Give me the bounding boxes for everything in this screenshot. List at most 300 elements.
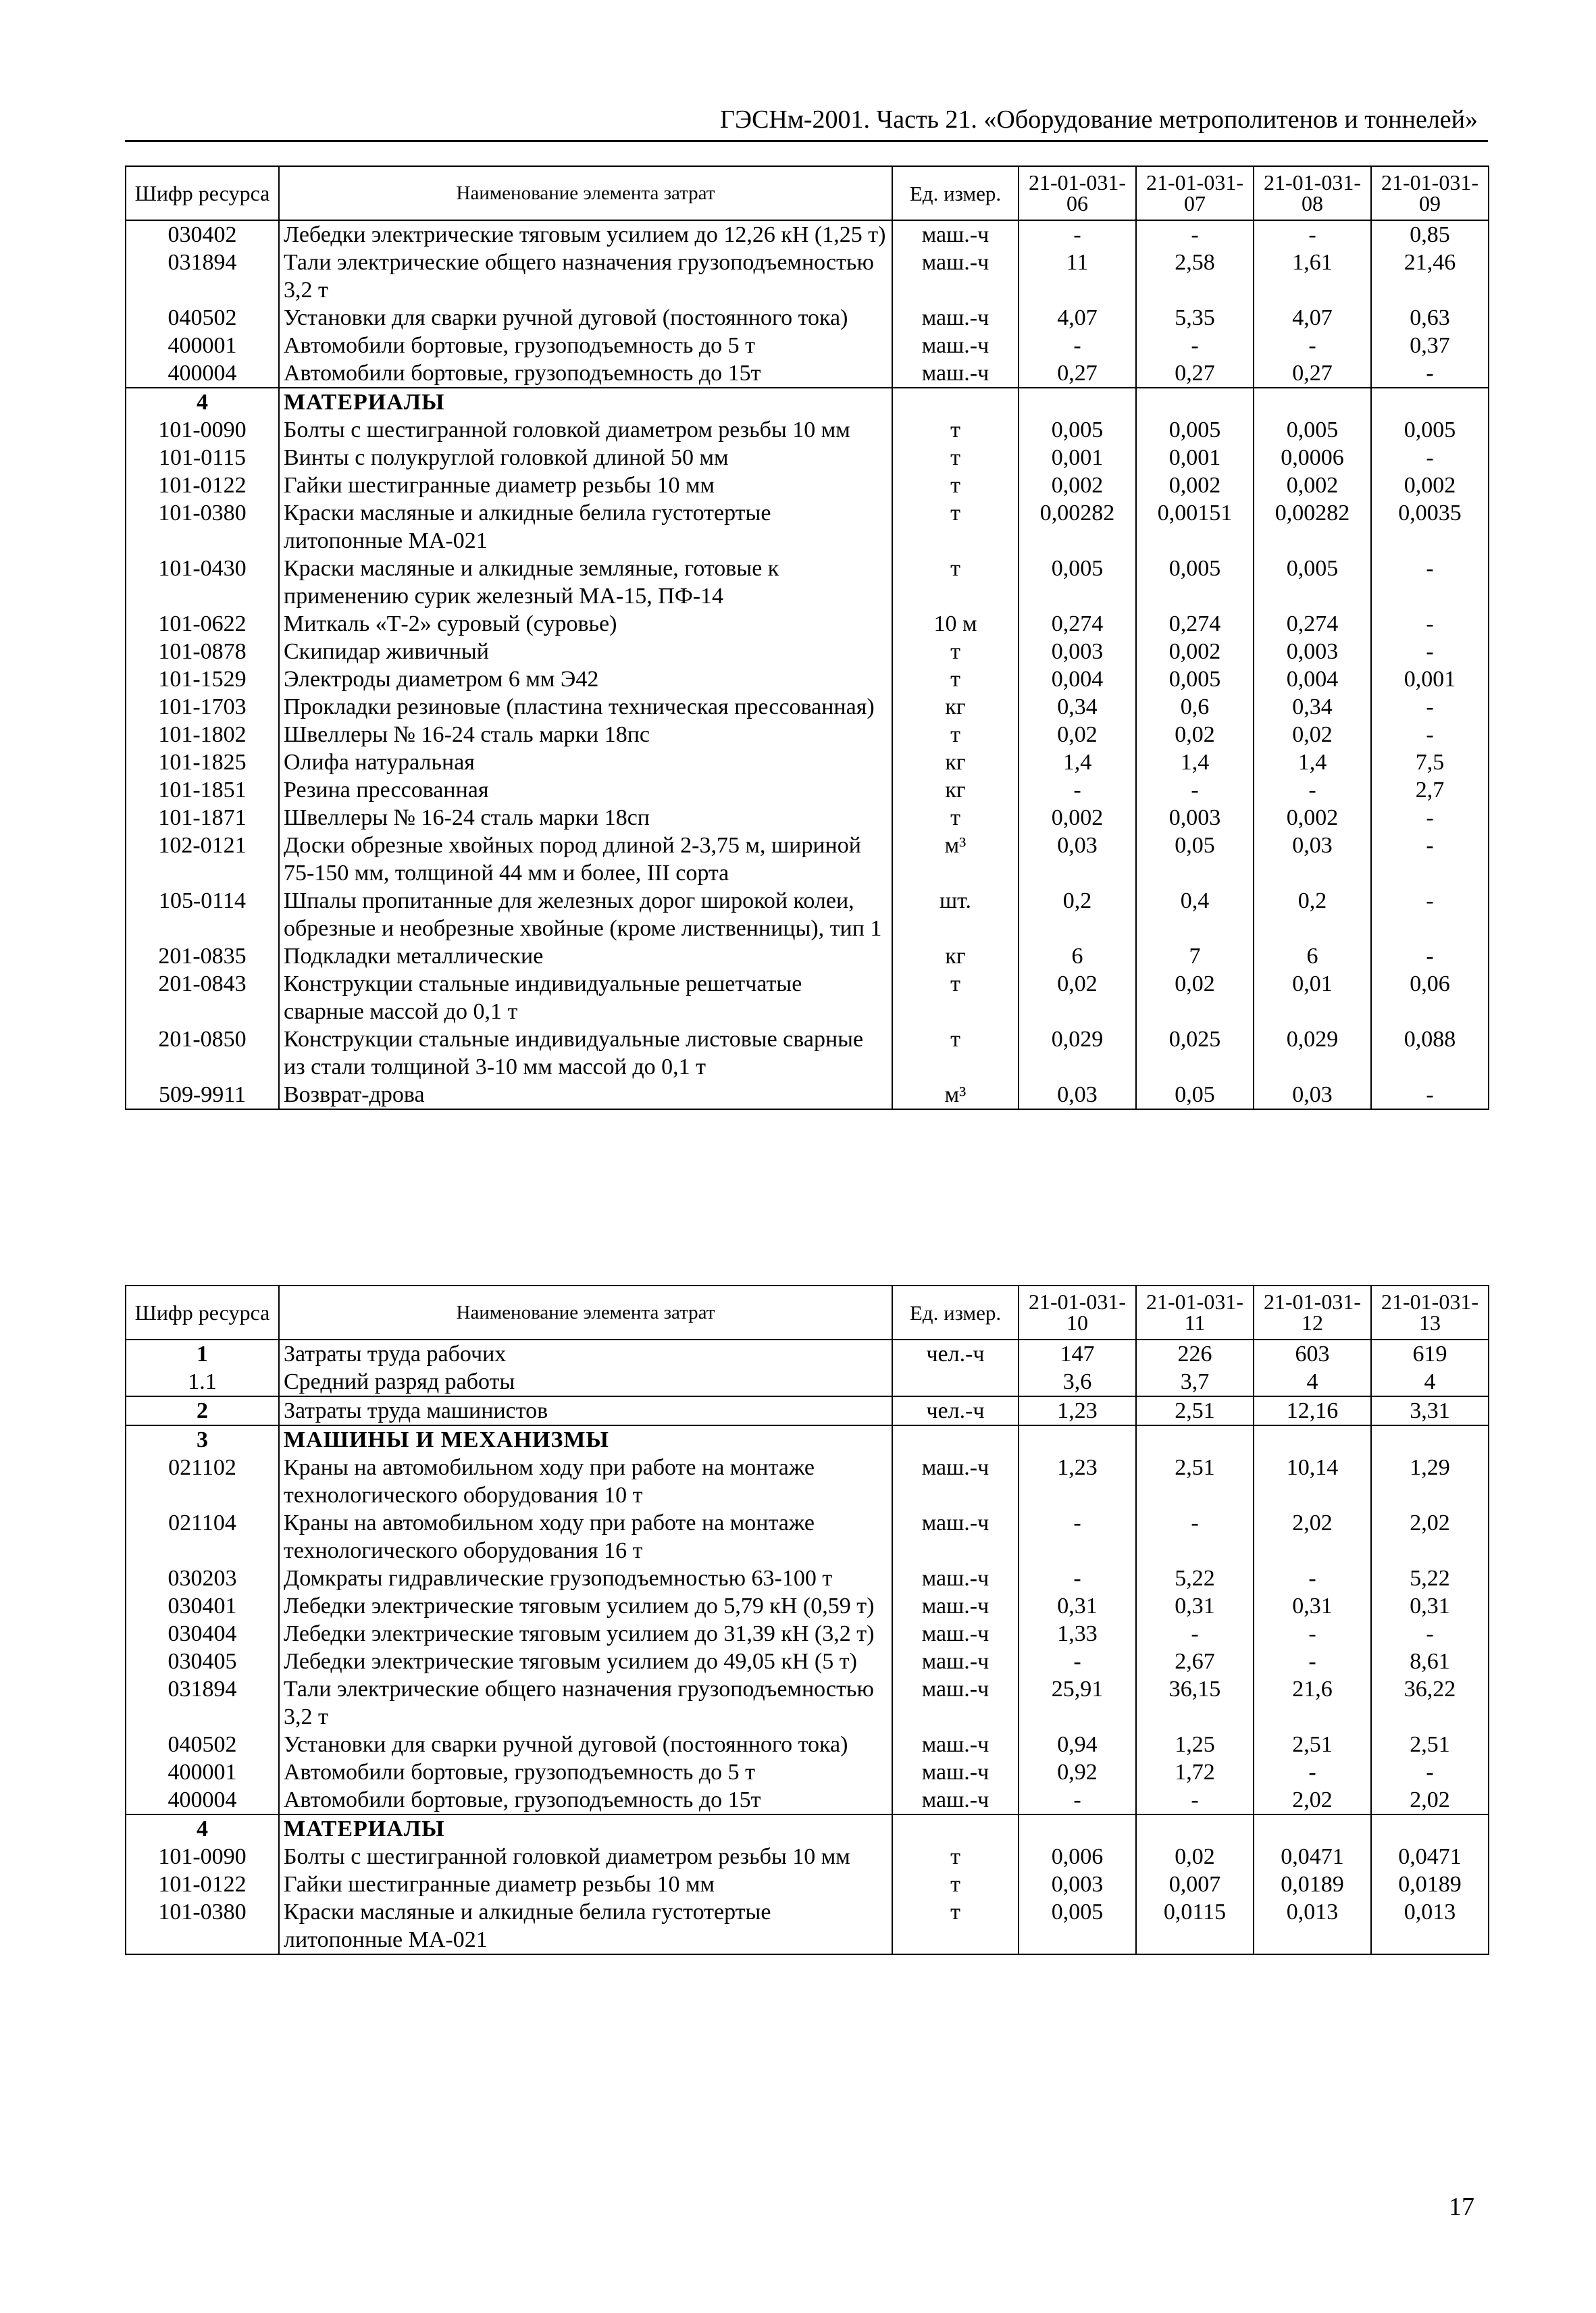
resource-code: 201-0843 (126, 970, 279, 1025)
table-row (126, 220, 1489, 249)
norm-value: - (1254, 776, 1371, 804)
norm-value: 619 (1371, 1340, 1489, 1368)
unit-of-measure: м³ (892, 1081, 1019, 1109)
cost-element-name: Болты с шестигранной головкой диаметром резьбы 10 мм (279, 416, 892, 444)
norm-value: 2,02 (1371, 1509, 1489, 1565)
norm-value: 0,025 (1136, 1025, 1254, 1081)
norm-value: 21,46 (1371, 249, 1489, 304)
norm-value (1019, 1425, 1136, 1454)
norm-value: 0,31 (1136, 1592, 1254, 1620)
cost-element-name: Гайки шестигранные диаметр резьбы 10 мм (279, 472, 892, 499)
cost-element-name: Затраты труда рабочих (279, 1340, 892, 1368)
cost-element-name: Возврат-дрова (279, 1081, 892, 1109)
norm-value (1371, 1814, 1489, 1843)
norm-value: 12,16 (1254, 1396, 1371, 1425)
column-header-code: Шифр ресурса (126, 166, 279, 220)
table-row (126, 1368, 1489, 1396)
cost-element-name: Тали электрические общего назначения грузоподъемностью 3,2 т (279, 249, 892, 304)
norm-value: 7,5 (1371, 748, 1489, 776)
table-row (126, 721, 1489, 748)
cost-element-name: Автомобили бортовые, грузоподъемность до 15т (279, 359, 892, 388)
norm-value: 1,4 (1254, 748, 1371, 776)
norm-value: 0,0006 (1254, 444, 1371, 472)
norm-value: - (1019, 776, 1136, 804)
table-row (126, 249, 1489, 304)
norm-value: 0,27 (1136, 359, 1254, 388)
resource-code: 4 (126, 388, 279, 416)
table-row (126, 887, 1489, 942)
resource-code: 101-1529 (126, 665, 279, 693)
norm-value: 0,03 (1254, 1081, 1371, 1109)
cost-element-name: Лебедки электрические тяговым усилием до 49,05 кН (5 т) (279, 1648, 892, 1675)
resource-code: 021102 (126, 1454, 279, 1509)
norm-value: 2,58 (1136, 249, 1254, 304)
cost-element-name: Болты с шестигранной головкой диаметром резьбы 10 мм (279, 1843, 892, 1871)
resource-code: 031894 (126, 249, 279, 304)
cost-element-name: Лебедки электрические тяговым усилием до 12,26 кН (1,25 т) (279, 220, 892, 249)
norm-value: 1,33 (1019, 1620, 1136, 1648)
table-row (126, 748, 1489, 776)
cost-element-name: Лебедки электрические тяговым усилием до 31,39 кН (3,2 т) (279, 1620, 892, 1648)
unit-of-measure: кг (892, 693, 1019, 721)
table-row (126, 1565, 1489, 1592)
norm-value: 3,6 (1019, 1368, 1136, 1396)
resource-code: 101-0380 (126, 1898, 279, 1954)
norm-value (1254, 388, 1371, 416)
resource-code: 101-0878 (126, 638, 279, 665)
resource-code: 101-0090 (126, 416, 279, 444)
norm-value: - (1371, 887, 1489, 942)
resource-code: 102-0121 (126, 832, 279, 887)
table-row (126, 1898, 1489, 1954)
cost-element-name: Винты с полукруглой головкой длиной 50 мм (279, 444, 892, 472)
unit-of-measure: т (892, 665, 1019, 693)
norm-value: 0,001 (1371, 665, 1489, 693)
resource-code: 040502 (126, 304, 279, 332)
norm-value: 0,2 (1019, 887, 1136, 942)
cost-element-name: Миткаль «Т-2» суровый (суровье) (279, 610, 892, 638)
norm-value: 10,14 (1254, 1454, 1371, 1509)
unit-of-measure: т (892, 472, 1019, 499)
norm-value: 1,4 (1136, 748, 1254, 776)
table-row (126, 1454, 1489, 1509)
unit-of-measure: т (892, 804, 1019, 832)
norm-value: 0,013 (1371, 1898, 1489, 1954)
table-row (126, 1871, 1489, 1898)
norm-value: 21,6 (1254, 1675, 1371, 1731)
table-row (126, 693, 1489, 721)
norm-value: - (1019, 1648, 1136, 1675)
column-header-norm: 21-01-031-10 (1019, 1286, 1136, 1340)
cost-element-name: Швеллеры № 16-24 сталь марки 18сп (279, 804, 892, 832)
unit-of-measure: т (892, 721, 1019, 748)
norm-value: - (1254, 1648, 1371, 1675)
norm-value: 0,05 (1136, 1081, 1254, 1109)
norm-value: - (1371, 942, 1489, 970)
resource-code: 1.1 (126, 1368, 279, 1396)
norm-value: 0,002 (1254, 472, 1371, 499)
column-header-unit: Ед. измер. (892, 1286, 1019, 1340)
norm-value: - (1371, 610, 1489, 638)
section-title: МАТЕРИАЛЫ (279, 1814, 892, 1843)
norm-value: 5,22 (1371, 1565, 1489, 1592)
norm-value: 0,274 (1136, 610, 1254, 638)
column-header-code: Шифр ресурса (126, 1286, 279, 1340)
norm-value: - (1371, 832, 1489, 887)
section-row (126, 1814, 1489, 1843)
norm-value: 0,85 (1371, 220, 1489, 249)
resource-code: 101-0122 (126, 1871, 279, 1898)
resource-code: 105-0114 (126, 887, 279, 942)
resource-code: 101-1851 (126, 776, 279, 804)
norm-value: 6 (1019, 942, 1136, 970)
norm-value: 0,002 (1136, 472, 1254, 499)
norm-value: 0,005 (1371, 416, 1489, 444)
resource-code: 030404 (126, 1620, 279, 1648)
cost-element-name: Электроды диаметром 6 мм Э42 (279, 665, 892, 693)
cost-element-name: Автомобили бортовые, грузоподъемность до 15т (279, 1786, 892, 1814)
norm-value: 0,005 (1019, 555, 1136, 610)
resource-code: 030405 (126, 1648, 279, 1675)
unit-of-measure: маш.-ч (892, 1509, 1019, 1565)
table-row (126, 1396, 1489, 1425)
norm-value: 0,94 (1019, 1731, 1136, 1758)
column-header-norm: 21-01-031-07 (1136, 166, 1254, 220)
unit-of-measure (892, 1814, 1019, 1843)
table-row (126, 499, 1489, 555)
resource-code: 101-0622 (126, 610, 279, 638)
page-number: 17 (1449, 2193, 1474, 2221)
resource-code: 101-0090 (126, 1843, 279, 1871)
norm-value: - (1136, 776, 1254, 804)
norm-value: 147 (1019, 1340, 1136, 1368)
unit-of-measure: т (892, 499, 1019, 555)
norm-value: 0,005 (1019, 416, 1136, 444)
norm-value: 2,51 (1371, 1731, 1489, 1758)
norm-value: 7 (1136, 942, 1254, 970)
norm-value: 0,02 (1254, 721, 1371, 748)
norm-value (1254, 1425, 1371, 1454)
table-body (126, 1340, 1489, 1954)
table-row (126, 332, 1489, 359)
norm-value (1136, 1425, 1254, 1454)
norm-value: 0,003 (1254, 638, 1371, 665)
norm-value: 2,02 (1371, 1786, 1489, 1814)
unit-of-measure: т (892, 416, 1019, 444)
norm-value: 1,61 (1254, 249, 1371, 304)
norm-value (1019, 1814, 1136, 1843)
norm-value: 0,004 (1254, 665, 1371, 693)
resource-code: 201-0835 (126, 942, 279, 970)
norm-value: 0,005 (1136, 416, 1254, 444)
norm-value: 5,22 (1136, 1565, 1254, 1592)
cost-element-name: Подкладки металлические (279, 942, 892, 970)
norm-value: 0,005 (1254, 416, 1371, 444)
norm-value: 603 (1254, 1340, 1371, 1368)
norm-value: 1,72 (1136, 1758, 1254, 1786)
norm-value: 0,06 (1371, 970, 1489, 1025)
norm-value: 0,002 (1136, 638, 1254, 665)
norm-value: - (1254, 1758, 1371, 1786)
norm-value: - (1019, 332, 1136, 359)
table-row (126, 970, 1489, 1025)
norm-value: 0,005 (1019, 1898, 1136, 1954)
norm-value: 5,35 (1136, 304, 1254, 332)
norm-value: 0,02 (1136, 1843, 1254, 1871)
norm-value: 0,005 (1254, 555, 1371, 610)
table-row (126, 1025, 1489, 1081)
unit-of-measure: маш.-ч (892, 1648, 1019, 1675)
norm-value: - (1019, 1565, 1136, 1592)
norm-value: 36,15 (1136, 1675, 1254, 1731)
norm-value: 2,51 (1254, 1731, 1371, 1758)
table-row (126, 1509, 1489, 1565)
norm-value: - (1371, 1620, 1489, 1648)
unit-of-measure: м³ (892, 832, 1019, 887)
cost-element-name: Краски масляные и алкидные белила густотертые литопонные МА-021 (279, 499, 892, 555)
cost-element-name: Тали электрические общего назначения грузоподъемностью 3,2 т (279, 1675, 892, 1731)
table-row (126, 304, 1489, 332)
norm-value: 1,25 (1136, 1731, 1254, 1758)
norm-value: 0,013 (1254, 1898, 1371, 1954)
norm-value: 0,00151 (1136, 499, 1254, 555)
resource-code: 101-1802 (126, 721, 279, 748)
resource-code: 3 (126, 1425, 279, 1454)
table-row (126, 1843, 1489, 1871)
norm-value: 0,029 (1019, 1025, 1136, 1081)
norm-value: 2,02 (1254, 1786, 1371, 1814)
resource-table-2 (125, 1285, 1489, 1955)
norm-value: - (1136, 1786, 1254, 1814)
resource-code: 101-1871 (126, 804, 279, 832)
unit-of-measure: маш.-ч (892, 1620, 1019, 1648)
unit-of-measure: маш.-ч (892, 249, 1019, 304)
unit-of-measure (892, 1368, 1019, 1396)
resource-code: 101-1703 (126, 693, 279, 721)
table-row (126, 804, 1489, 832)
norm-value: - (1371, 1081, 1489, 1109)
norm-value: - (1371, 444, 1489, 472)
norm-value: - (1019, 220, 1136, 249)
unit-of-measure: маш.-ч (892, 1731, 1019, 1758)
norm-value: 6 (1254, 942, 1371, 970)
norm-value: 0,02 (1019, 721, 1136, 748)
resource-code: 1 (126, 1340, 279, 1368)
norm-value: 0,05 (1136, 832, 1254, 887)
unit-of-measure: кг (892, 942, 1019, 970)
norm-value: 2,51 (1136, 1454, 1254, 1509)
norm-value: 1,4 (1019, 748, 1136, 776)
norm-value: 0,27 (1019, 359, 1136, 388)
norm-value (1136, 388, 1254, 416)
resource-code: 101-0122 (126, 472, 279, 499)
cost-element-name: Швеллеры № 16-24 сталь марки 18пс (279, 721, 892, 748)
norm-value: 0,2 (1254, 887, 1371, 942)
table-row (126, 1786, 1489, 1814)
unit-of-measure: т (892, 444, 1019, 472)
unit-of-measure (892, 388, 1019, 416)
resource-code: 400001 (126, 332, 279, 359)
norm-value (1371, 388, 1489, 416)
unit-of-measure: т (892, 1025, 1019, 1081)
norm-value: 0,6 (1136, 693, 1254, 721)
norm-value: 0,274 (1019, 610, 1136, 638)
norm-value: 0,005 (1136, 555, 1254, 610)
unit-of-measure: маш.-ч (892, 1454, 1019, 1509)
unit-of-measure: т (892, 970, 1019, 1025)
norm-value: 0,31 (1371, 1592, 1489, 1620)
norm-value: - (1254, 332, 1371, 359)
norm-value: 2,7 (1371, 776, 1489, 804)
resource-code: 2 (126, 1396, 279, 1425)
column-header-norm: 21-01-031-09 (1371, 166, 1489, 220)
norm-value: 0,0189 (1371, 1871, 1489, 1898)
section-row (126, 388, 1489, 416)
norm-value (1254, 1814, 1371, 1843)
norm-value: 4 (1254, 1368, 1371, 1396)
table-row (126, 665, 1489, 693)
norm-value: 0,003 (1019, 1871, 1136, 1898)
norm-value (1019, 388, 1136, 416)
norm-value: - (1019, 1509, 1136, 1565)
unit-of-measure: маш.-ч (892, 332, 1019, 359)
table-row (126, 638, 1489, 665)
norm-value: 0,37 (1371, 332, 1489, 359)
norm-value: 1,29 (1371, 1454, 1489, 1509)
table-row (126, 1648, 1489, 1675)
cost-element-name: Конструкции стальные индивидуальные листовые сварные из стали толщиной 3-10 мм массой до 0,1 т (279, 1025, 892, 1081)
unit-of-measure: шт. (892, 887, 1019, 942)
table-row (126, 1675, 1489, 1731)
norm-value: 0,002 (1019, 804, 1136, 832)
unit-of-measure: маш.-ч (892, 1758, 1019, 1786)
unit-of-measure: маш.-ч (892, 1565, 1019, 1592)
cost-element-name: Автомобили бортовые, грузоподъемность до 5 т (279, 1758, 892, 1786)
norm-value: 0,4 (1136, 887, 1254, 942)
cost-element-name: Прокладки резиновые (пластина техническая прессованная) (279, 693, 892, 721)
cost-element-name: Доски обрезные хвойных пород длиной 2-3,75 м, шириной 75-150 мм, толщиной 44 мм и более, III сорта (279, 832, 892, 887)
column-header-name: Наименование элемента затрат (279, 166, 892, 220)
column-header-norm: 21-01-031-08 (1254, 166, 1371, 220)
norm-value: 0,03 (1019, 1081, 1136, 1109)
norm-value (1136, 1814, 1254, 1843)
norm-value: 0,03 (1254, 832, 1371, 887)
norm-value: - (1136, 220, 1254, 249)
norm-value: - (1371, 638, 1489, 665)
norm-value: 0,31 (1019, 1592, 1136, 1620)
resource-table-1 (125, 166, 1489, 1110)
table-row (126, 416, 1489, 444)
unit-of-measure: чел.-ч (892, 1396, 1019, 1425)
norm-value: 0,00282 (1019, 499, 1136, 555)
cost-element-name: Средний разряд работы (279, 1368, 892, 1396)
norm-value: 2,51 (1136, 1396, 1254, 1425)
norm-value: 0,002 (1019, 472, 1136, 499)
unit-of-measure: маш.-ч (892, 1786, 1019, 1814)
unit-of-measure: кг (892, 776, 1019, 804)
column-header-unit: Ед. измер. (892, 166, 1019, 220)
resource-code: 030401 (126, 1592, 279, 1620)
norm-value: 226 (1136, 1340, 1254, 1368)
table-row (126, 776, 1489, 804)
unit-of-measure: т (892, 555, 1019, 610)
norm-value: 0,005 (1136, 665, 1254, 693)
unit-of-measure: 10 м (892, 610, 1019, 638)
cost-element-name: Краны на автомобильном ходу при работе на монтаже технологического оборудования 10 т (279, 1454, 892, 1509)
column-header-name: Наименование элемента затрат (279, 1286, 892, 1340)
norm-value (1371, 1425, 1489, 1454)
norm-value: 0,34 (1254, 693, 1371, 721)
resource-code: 400001 (126, 1758, 279, 1786)
norm-value: 0,001 (1019, 444, 1136, 472)
norm-value: 0,0035 (1371, 499, 1489, 555)
norm-value: - (1136, 1620, 1254, 1648)
norm-value: 25,91 (1019, 1675, 1136, 1731)
unit-of-measure: чел.-ч (892, 1340, 1019, 1368)
norm-value: 0,0189 (1254, 1871, 1371, 1898)
section-row (126, 1425, 1489, 1454)
norm-value: 36,22 (1371, 1675, 1489, 1731)
table-row (126, 1620, 1489, 1648)
norm-value: 0,002 (1254, 804, 1371, 832)
section-title: МАШИНЫ И МЕХАНИЗМЫ (279, 1425, 892, 1454)
norm-value: - (1019, 1786, 1136, 1814)
norm-value: 0,029 (1254, 1025, 1371, 1081)
cost-element-name: Резина прессованная (279, 776, 892, 804)
norm-value: 0,002 (1371, 472, 1489, 499)
header-rule (125, 140, 1488, 142)
unit-of-measure: т (892, 1871, 1019, 1898)
table-row (126, 1758, 1489, 1786)
column-header-norm: 21-01-031-06 (1019, 166, 1136, 220)
resource-code: 040502 (126, 1731, 279, 1758)
norm-value: 0,27 (1254, 359, 1371, 388)
norm-value: 11 (1019, 249, 1136, 304)
cost-element-name: Краны на автомобильном ходу при работе на монтаже технологического оборудования 16 т (279, 1509, 892, 1565)
column-header-norm: 21-01-031-11 (1136, 1286, 1254, 1340)
norm-value: 2,02 (1254, 1509, 1371, 1565)
norm-value: 0,007 (1136, 1871, 1254, 1898)
norm-value: - (1371, 721, 1489, 748)
norm-value: 0,01 (1254, 970, 1371, 1025)
column-header-norm: 21-01-031-12 (1254, 1286, 1371, 1340)
norm-value: - (1371, 359, 1489, 388)
resource-code: 030402 (126, 220, 279, 249)
norm-value: 4,07 (1254, 304, 1371, 332)
cost-element-name: Затраты труда машинистов (279, 1396, 892, 1425)
norm-value: 0,63 (1371, 304, 1489, 332)
unit-of-measure: маш.-ч (892, 220, 1019, 249)
norm-value: 1,23 (1019, 1454, 1136, 1509)
cost-element-name: Шпалы пропитанные для железных дорог широкой колеи, обрезные и необрезные хвойные (кроме лиственницы), тип 1 (279, 887, 892, 942)
cost-element-name: Автомобили бортовые, грузоподъемность до 5 т (279, 332, 892, 359)
cost-element-name: Олифа натуральная (279, 748, 892, 776)
norm-value: 0,00282 (1254, 499, 1371, 555)
resource-code: 101-1825 (126, 748, 279, 776)
norm-value: 0,0115 (1136, 1898, 1254, 1954)
table-row (126, 832, 1489, 887)
norm-value: - (1136, 332, 1254, 359)
table-row (126, 472, 1489, 499)
norm-value: 0,02 (1019, 970, 1136, 1025)
table-row (126, 1340, 1489, 1368)
column-header-norm: 21-01-031-13 (1371, 1286, 1489, 1340)
norm-value: 3,31 (1371, 1396, 1489, 1425)
resource-code: 400004 (126, 359, 279, 388)
unit-of-measure: кг (892, 748, 1019, 776)
norm-value: 0,274 (1254, 610, 1371, 638)
norm-value: 0,004 (1019, 665, 1136, 693)
